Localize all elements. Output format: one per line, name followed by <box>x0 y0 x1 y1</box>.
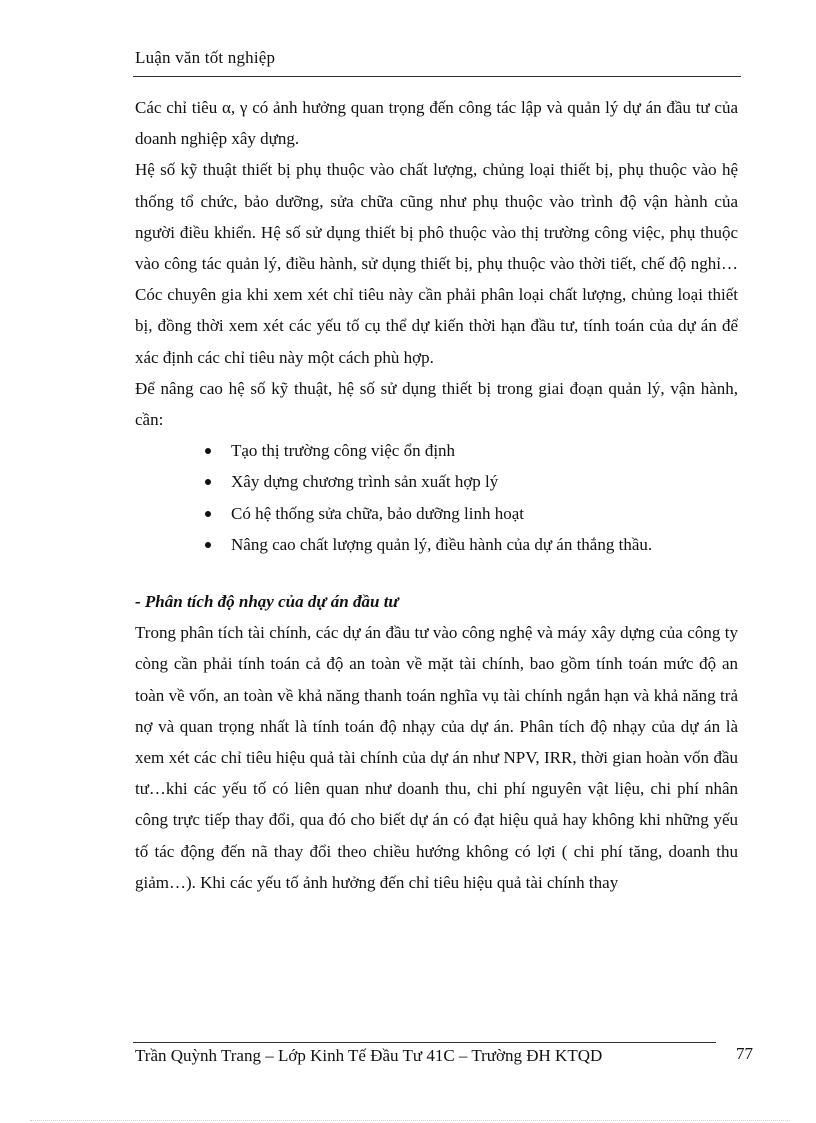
document-body <box>135 92 738 898</box>
list-item: Xây dựng chương trình sản xuất hợp lý <box>231 466 738 497</box>
footer-author-line: Trần Quỳnh Trang – Lớp Kinh Tế Đầu Tư 41C – Trường ĐH KTQD <box>135 1046 603 1065</box>
paragraph-sensitivity-analysis: Trong phân tích tài chính, các dự án đầu tư vào công nghệ và máy xây dựng của công ty còng cần phải tính toán cả độ an toàn về mặt tài chính, bao gồm tính toán mức độ an toàn về vốn, an toàn về khả năng thanh toán nghĩa vụ tài chính ngắn hạn và khả năng trả nợ và quan trọng nhất là tính toán độ nhạy của dự án. Phân tích độ nhạy của dự án là xem xét các chỉ tiêu hiệu quả tài chính của dự án như NPV, IRR, thời gian hoàn vốn đầu tư…khi các yếu tố có liên quan như doanh thu, chi phí nguyên vật liệu, chi phí nhân công trực tiếp thay đổi, qua đó cho biết dự án có đạt hiệu quả hay không khi những yếu tố tác động đến nã thay đổi theo chiều hướng không có lợi ( chi phí tăng, doanh thu giảm…). Khi các yếu tố ảnh hưởng đến chỉ tiêu hiệu quả tài chính thay <box>135 623 738 892</box>
list-item: Nâng cao chất lượng quản lý, điều hành của dự án thắng thầu. <box>231 529 738 560</box>
bullet-icon <box>205 542 211 548</box>
paragraph-improvement-intro: Để nâng cao hệ số kỹ thuật, hệ số sử dụng thiết bị trong giai đoạn quản lý, vận hành, cần: <box>135 378 738 430</box>
page-bottom-border <box>30 1120 790 1121</box>
list-item: Tạo thị trường công việc ổn định <box>231 435 738 466</box>
footer-divider <box>133 1042 716 1043</box>
bullet-icon <box>205 448 211 454</box>
paragraph-indicators: Các chỉ tiêu α, γ có ảnh hưởng quan trọng đến công tác lập và quản lý dự án đầu tư của doanh nghiệp xây dựng. <box>135 98 738 149</box>
header-divider <box>133 76 741 77</box>
bullet-icon <box>205 479 211 485</box>
list-item: Có hệ thống sửa chữa, bảo dưỡng linh hoạt <box>231 498 738 529</box>
page-number: 77 <box>736 1044 753 1063</box>
improvement-list <box>135 435 738 560</box>
bullet-icon <box>205 511 211 517</box>
section-heading: - Phân tích độ nhạy của dự án đầu tư <box>135 592 399 612</box>
paragraph-equipment-coefficient: Hệ số kỹ thuật thiết bị phụ thuộc vào chất lượng, chủng loại thiết bị, phụ thuộc vào hệ thống tổ chức, bảo dưỡng, sửa chữa cũng như phụ thuộc vào trình độ vận hành của người điều khiển. Hệ số sử dụng thiết bị phô thuộc vào thị trường công việc, phụ thuộc vào công tác quản lý, điều hành, sử dụng thiết bị, phụ thuộc vào thời tiết, chế độ nghỉ…Cóc chuyên gia khi xem xét chỉ tiêu này cần phải phân loại chất lượng, chủng loại thiết bị, đồng thời xem xét các yếu tố cụ thể dự kiến thời hạn đầu tư, tính toán của dự án để xác định các chỉ tiêu này một cách phù hợp. <box>135 160 738 367</box>
page-header-title: Luận văn tốt nghiệp <box>135 48 276 67</box>
